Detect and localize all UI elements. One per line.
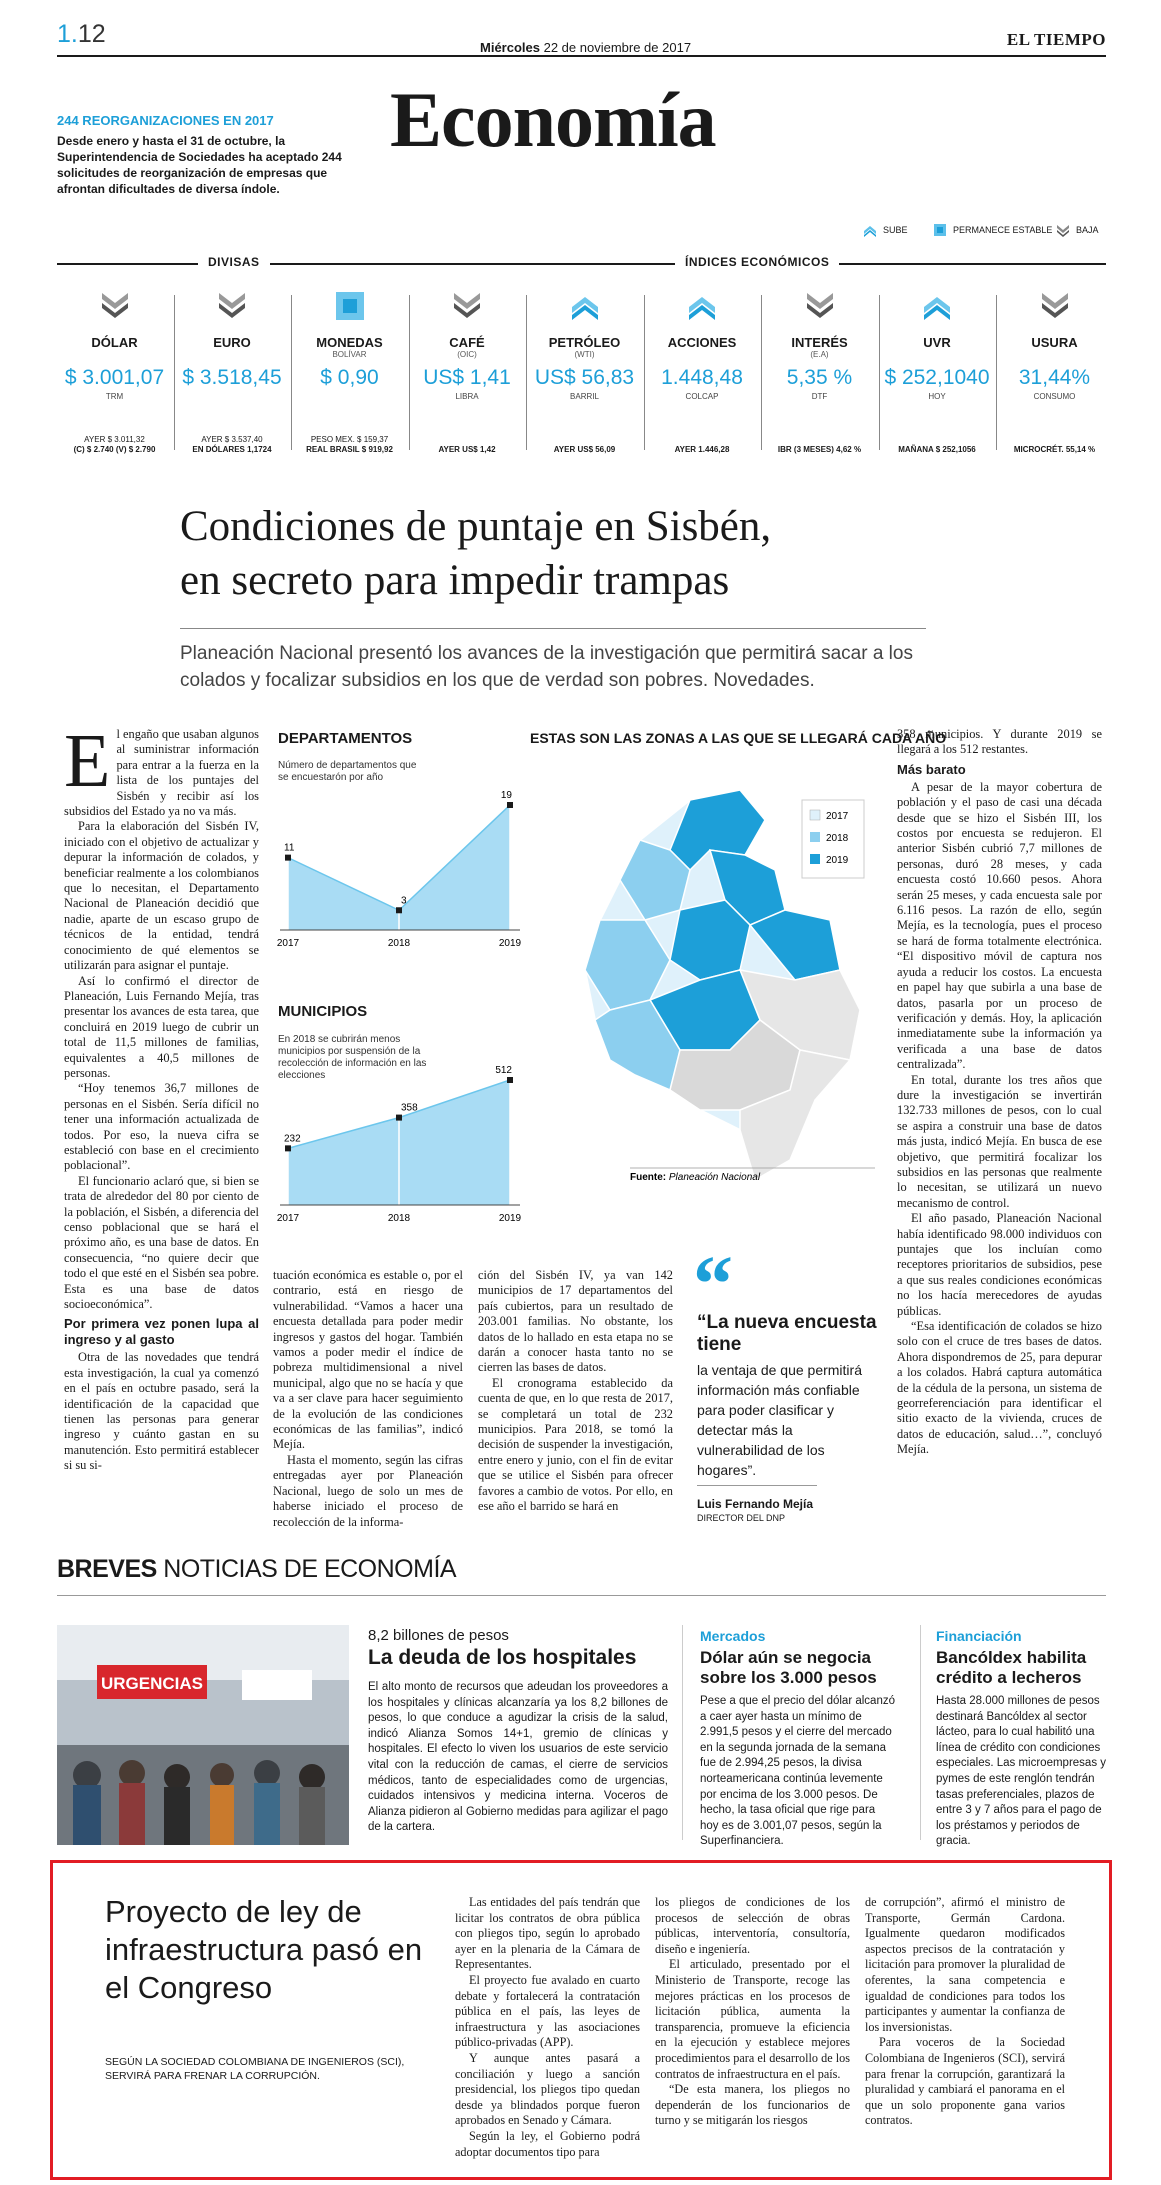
box-column-1	[455, 1895, 640, 2160]
box-c3-p1: de corrupción”, afirmó el ministro de Transporte, Germán Cardona. Igualmente quedaron modificados aspectos precisos de la contratación y licitación para promover la pluralidad de oferentes, la sana competencia e igualdad de condiciones para todos los participantes y aumentar la confianza de los inversionistas.	[865, 1895, 1065, 2034]
indicator-4	[527, 290, 642, 455]
trend-down-icon	[99, 290, 131, 322]
colombia-map	[540, 760, 885, 1190]
divisas-heading: DIVISAS	[198, 255, 270, 269]
legend-up	[862, 222, 908, 238]
col1-p6: Otra de las novedades que tendrá esta investigación, la cual ya comenzó en el país en octubre pasado, será la identificación de la capacidad que tienen las personas para generar ingreso y cuánto gastan en su manutención. Esto permitirá establecer si su si-	[64, 1350, 259, 1473]
chart-mun-title: MUNICIPIOS	[278, 1003, 368, 1020]
brief1-title: La deuda de los hospitales	[368, 1646, 637, 1669]
indicator-foot	[645, 445, 760, 455]
quote-author: Luis Fernando Mejía	[697, 1497, 814, 1511]
col3-p1: ción del Sisbén IV, ya van 142 municipios de 17 departamentos del país cubiertos, para un resultado de 203.001 familias. No obstante, los datos de lo hallado en esta etapa no se darán a conocer hasta tanto no se cierren las bases de datos.	[478, 1268, 673, 1375]
box-c1-p4: Según la ley, el Gobierno podrá adoptar documentos tipo para	[455, 2128, 640, 2159]
indicator-value: 1.448,48	[661, 366, 743, 389]
col1-p3: Así lo confirmó el director de Planeación, Luis Fernando Mejía, tras presentar los avances de esta tarea, que concluirá en 2019 luego de cubrir un total de 11,5 millones de familias, equivalentes a 40,5 millones de personas.	[64, 973, 259, 1080]
indicator-value: $ 3.518,45	[182, 366, 282, 389]
indicator-2	[292, 290, 407, 455]
indicator-foot	[762, 445, 877, 455]
data-point	[285, 855, 291, 861]
indicator-value: US$ 1,41	[423, 366, 511, 389]
tick-label: 2017	[276, 1213, 300, 1224]
indicator-sub	[175, 350, 290, 360]
quote-rule	[697, 1485, 817, 1486]
indicator-0	[57, 290, 172, 455]
indicator-unit: COLCAP	[685, 392, 719, 401]
indicator-name: MONEDAS	[316, 335, 383, 350]
brief3-title: Bancóldex habilita crédito a lecheros	[936, 1648, 1087, 1687]
article-column-4	[897, 727, 1102, 1458]
indicator-foot1: AYER $ 3.011,32	[84, 435, 145, 444]
article-column-2	[273, 1268, 463, 1530]
data-label: 358	[401, 1102, 418, 1114]
data-point	[507, 1077, 513, 1083]
reorg-title: 244 REORGANIZACIONES EN 2017	[57, 113, 274, 128]
indicator-foot1: PESO MEX. $ 159,37	[310, 435, 389, 444]
indicator-name: USURA	[1031, 335, 1078, 350]
indicator-unit: LIBRA	[455, 392, 479, 401]
indicator-foot2: AYER US$ 1,42	[438, 445, 496, 454]
indicator-sub	[880, 350, 995, 360]
legend-down-label: BAJA	[1076, 225, 1099, 235]
indicator-sub: (E.A)	[810, 350, 829, 359]
col4-p5: “Esa identificación de colados se hizo solo con el cruce de tres bases de datos. Ahora dispondremos de 25, para depurar a los colados. Habrá captura automática de la cédula de la persona, un sistema de georreferenciación para identificar el sitio exacto de la vivienda, cruces de datos de educación, salud…”, concluyó Mejía.	[897, 1319, 1102, 1457]
indicator-sub	[997, 350, 1112, 360]
box-c1-p3: Y aunque antes pasará a conciliación y luego a sanción presidencial, los pliegos tipo quedan desde ya blindados porque fueron aprobados en Senado y Cámara.	[455, 2050, 640, 2128]
trend-stable-icon	[334, 290, 366, 322]
hospital-photo	[57, 1625, 349, 1845]
indicator-foot	[175, 435, 290, 455]
brief2-body: Pese a que el precio del dólar alcanzó a caer ayer hasta un mínimo de 2.991,5 pesos y el cierre del mercado en la segunda jornada de la semana fue de 2.994,25 pesos, la divisa norteamericana continúa levemente por encima de los 3.000 pesos. De hecho, la tasa oficial que rige para hoy es de 3.001,07 pesos, según la Superfinanciera.	[700, 1695, 895, 1848]
data-point	[507, 802, 513, 808]
indicator-unit: TRM	[105, 392, 124, 401]
breves-rest: NOTICIAS DE ECONOMÍA	[163, 1555, 457, 1583]
col3-p2: El cronograma establecido da cuenta de que, en lo que resta de 2017, se completará un total de 232 municipios. Para 2018, se tomó la decisión de suspender la investigación, entre enero y junio, con el fin de evitar que se utilice el Sisbén para ofrecer favores a cambio de votos. Por ello, en ese año el barrido se hará en	[478, 1375, 673, 1514]
tick-label: 2017	[276, 938, 300, 949]
indicator-3	[410, 290, 525, 455]
map-title: ESTAS SON LAS ZONAS A LAS QUE SE LLEGARÁ CADA AÑO	[530, 730, 947, 746]
tick-label: 2018	[387, 938, 411, 949]
indicator-unit: DTF	[811, 392, 828, 401]
box-column-3	[865, 1895, 1065, 2129]
indicator-foot	[880, 445, 995, 455]
square-icon	[932, 222, 948, 238]
date-rest: 22 de noviembre de 2017	[543, 40, 692, 55]
indicator-name: UVR	[923, 335, 951, 350]
trend-up-icon	[686, 290, 718, 322]
indicator-sub: BOLÍVAR	[332, 350, 367, 359]
map-source: Planeación Nacional	[668, 1172, 761, 1183]
indicator-unit: HOY	[928, 392, 946, 401]
deck-rule	[180, 628, 926, 629]
trend-down-icon	[1039, 290, 1071, 322]
article-headline	[180, 500, 771, 608]
legend-stable-label: PERMANECE ESTABLE	[953, 225, 1053, 235]
trend-down-icon	[804, 290, 836, 322]
indicator-foot2: IBR (3 MESES) 4,62 %	[777, 445, 862, 454]
data-label: 11	[284, 842, 295, 854]
map-legend-swatch-2017	[810, 810, 820, 820]
chart-mun-desc: En 2018 se cubrirán menos municipios por suspensión de la recolección de información en las elecciones	[278, 1034, 427, 1081]
indicator-separator	[174, 295, 175, 450]
chevron-up-icon	[862, 222, 878, 238]
tick-label: 2019	[498, 938, 522, 949]
indicator-foot2: MAÑANA $ 252,1056	[898, 445, 976, 454]
indicator-1	[175, 290, 290, 455]
indicator-6	[762, 290, 877, 455]
data-label: 19	[500, 790, 512, 801]
brief1-body: El alto monto de recursos que adeudan los proveedores a los hospitales y clínicas alcanzaría ya los 8,2 billones de pesos, lo que conduce a agudizar la crisis de la salud, indicó Alianza Somos 14+1, gremio de clínicas y hospitales. El efecto lo viven los usuarios de este servicio vital con la reducción de camas, el cierre de servicios médicos, tanto de especialidades como de urgencias, cuidados intensivos y medicina interna. Voceros de Alianza pidieron al Gobierno medidas para agilizar el pago de la cartera.	[368, 1681, 668, 1834]
quote-head: “La nueva encuesta tiene	[697, 1312, 877, 1355]
legend-up-label: SUBE	[883, 225, 908, 235]
breves-bold: BREVES	[57, 1555, 157, 1583]
brief3-body: Hasta 28.000 millones de pesos destinará Bancóldex al sector lácteo, para lo cual habilitó una línea de crédito con condiciones especiales. Las microempresas y pymes de este renglón tendrán tasas preferenciales, plazos de entre 3 y 7 años para el pago de los préstamos y periodos de gracia.	[936, 1695, 1107, 1848]
indicator-name: PETRÓLEO	[548, 335, 621, 350]
box-headline: Proyecto de ley de infraestructura pasó en el Congreso	[105, 1894, 423, 2005]
col2-p2: Hasta el momento, según las cifras entregadas ayer por Planeación Nacional, luego de solo un mes de haberse iniciado el proceso de recolección de la informa-	[273, 1452, 463, 1529]
indicator-name: DÓLAR	[91, 335, 138, 350]
brief3-category: Financiación	[936, 1628, 1022, 1644]
indicator-5	[645, 290, 760, 455]
indicator-separator	[644, 295, 645, 450]
map-source-label: Fuente:	[630, 1172, 667, 1183]
brief2-title: Dólar aún se negocia sobre los 3.000 pesos	[700, 1648, 877, 1687]
map-legend-2018: 2018	[826, 833, 849, 844]
box-c2-p2: El articulado, presentado por el Ministerio de Transporte, recoge las mejores prácticas en los procesos de licitación pública, aumenta la transparencia, promueve la eficiencia en la ejecución y establece mejores procedimientos para el desarrollo de los contratos de infraestructura en el país.	[655, 1957, 850, 2081]
col4-p1: 358 municipios. Y durante 2019 se llegará a los 512 restantes.	[897, 727, 1102, 757]
indicator-foot	[57, 435, 172, 455]
indicator-separator	[409, 295, 410, 450]
section-title: Economía	[390, 76, 716, 163]
indicator-separator	[879, 295, 880, 450]
indicator-unit: BARRIL	[570, 392, 599, 401]
indicator-unit: CONSUMO	[1033, 392, 1076, 401]
date-day: Miércoles	[480, 40, 540, 55]
breves-rule	[57, 1595, 1106, 1596]
map-legend-swatch-2018	[810, 832, 820, 842]
indicator-foot	[292, 435, 407, 455]
indicator-separator	[291, 295, 292, 450]
chevron-down-icon	[1055, 222, 1071, 238]
col4-p2: A pesar de la mayor cobertura de población y el paso de casi una década desde que se hizo el Sisbén III, los costos por encuesta se redujeron. El anterior Sisbén cubrió 7,7 millones de personas, duró 28 meses, y cada encuesta costó 10.660 pesos. Ahora serán 25 meses, y cada encuesta sale por 6.116 pesos. La razón de ello, según Mejía, es la tecnología, pues el proceso se hará de forma totalmente electrónica. “El dispositivo móvil de captura nos ayuda a reducir los costos. La encuesta en papel hay que subirla a una base de datos, pasarla por un proceso de verificación y demás. Hoy, la aplicación inmediatamente sube la información ya verificada a una base de datos centralizada”.	[897, 779, 1102, 1072]
data-label: 3	[401, 895, 407, 907]
indicator-8	[997, 290, 1112, 455]
indicator-name: INTERÉS	[791, 335, 848, 350]
indicator-foot	[527, 445, 642, 455]
breves-heading	[57, 1555, 456, 1584]
chart-dept-title: DEPARTAMENTOS	[278, 730, 413, 747]
indicator-7	[880, 290, 995, 455]
indicator-value: US$ 56,83	[534, 366, 635, 389]
col4-p3: En total, durante los tres años que dure la investigación se invertirán 132.733 millones de pesos, con lo cual se aspira a construir una base de datos más justa, indicó Mejía. En busca de ese objetivo, que permitirá focalizar los subsidios en las personas que realmente lo necesitan, se utilizará un nuevo mecanismo de control.	[897, 1072, 1102, 1210]
box-c3-p2: Para voceros de la Sociedad Colombiana de Ingenieros (SCI), servirá para frenar la corrupción, garantizará la pluralidad y cambiará el panorama en el que un solo proponente gana varios contratos.	[865, 2035, 1065, 2128]
indicator-name: ACCIONES	[667, 335, 737, 350]
indicator-foot	[410, 445, 525, 455]
date-line	[480, 40, 691, 55]
brand-logo: EL TIEMPO	[1006, 30, 1106, 49]
col1-p4: “Hoy tenemos 36,7 millones de personas en el Sisbén. Sería difícil no tener una información actualizada de todos. Por eso, la nueva cifra se estableció con base en el crecimiento poblacional”.	[64, 1081, 259, 1173]
tick-label: 2019	[498, 1213, 522, 1224]
indicator-value: 31,44%	[1018, 366, 1091, 389]
indicator-value: $ 0,90	[320, 366, 379, 389]
indicator-value: $ 252,1040	[884, 366, 990, 389]
col4-p4: El año pasado, Planeación Nacional había identificado 98.000 individuos con puntajes que los incluían como receptores prioritarios de subsidios, pese a que sus reales condiciones económicas no los hacía merecedores de ayudas públicas.	[897, 1211, 1102, 1318]
page-number	[57, 20, 106, 49]
indicator-separator	[996, 295, 997, 450]
box-c1-p2: El proyecto fue avalado en cuarto debate y fortalecerá la contratación pública en el país, las leyes de infraestructura y las asociaciones público-privadas (APP).	[455, 1972, 640, 2050]
indicator-sub	[57, 350, 172, 360]
headline-line-1: Condiciones de puntaje en Sisbén,	[180, 503, 772, 550]
quote-role: DIRECTOR DEL DNP	[697, 1513, 786, 1523]
indicator-sub	[645, 350, 760, 360]
data-label: 232	[284, 1133, 301, 1145]
article-column-1	[64, 719, 259, 1474]
headline-line-2: en secreto para impedir trampas	[180, 557, 730, 604]
page-number-value: 12	[77, 20, 106, 48]
indicator-foot2: MICROCRÉT. 55,14 %	[1013, 445, 1096, 454]
urgencias-sign: URGENCIAS	[100, 1674, 204, 1693]
indicator-separator	[526, 295, 527, 450]
tick-label: 2018	[387, 1213, 411, 1224]
brief-sep-1	[682, 1625, 683, 1840]
hospital-photo-art	[57, 1625, 349, 1845]
article-deck: Planeación Nacional presentó los avances de la investigación que permitirá sacar a los colados y focalizar subsidios en los que de verdad son pobres. Novedades.	[180, 643, 913, 691]
trend-down-icon	[451, 290, 483, 322]
indicator-foot2: EN DÓLARES 1,1724	[192, 445, 272, 454]
article-column-3	[478, 1268, 673, 1515]
reorg-text: Desde enero y hasta el 31 de octubre, la Superintendencia de Sociedades ha aceptado 244 solicitudes de reorganización de empresas que afrontan dificultades de diversa índole.	[57, 134, 342, 196]
legend-down	[1055, 222, 1099, 238]
chart-municipios	[270, 1040, 535, 1230]
box-column-2	[655, 1895, 850, 2129]
indicator-name: CAFÉ	[449, 335, 485, 350]
indicator-value: 5,35 %	[786, 366, 853, 389]
col2-p1: tuación económica es estable o, por el contrario, está en riesgo de vulnerabilidad. “Vamos a hacer una encuesta detallada para poder medir ingresos y gastos del hogar. También vamos a poder medir el índice de pobreza multidimensional a nivel municipal, algo que no se hacía y que va a ser clave para hacer seguimiento de la evolución de las condiciones económicas de las familias”, indicó Mejía.	[273, 1268, 463, 1452]
box-c2-p1: los pliegos de condiciones de los procesos de selección de obras públicas, interventoría, consultoría, diseño e ingeniería.	[655, 1895, 850, 1956]
col4-subhead: Más barato	[897, 761, 966, 777]
col1-subhead: Por primera vez ponen lupa al ingreso y al gasto	[64, 1316, 259, 1348]
box-c2-p3: “De esta manera, los pliegos no dependerán de los funcionarios de turno y se mitigarán los riesgos	[655, 2082, 850, 2128]
legend-stable	[932, 222, 1052, 238]
chart-dept-desc: Número de departamentos que se encuestarón por año	[278, 760, 417, 783]
indicator-value: $ 3.001,07	[64, 366, 165, 389]
indicator-foot	[997, 445, 1112, 455]
drop-cap: E	[64, 719, 111, 803]
indices-heading: ÍNDICES ECONÓMICOS	[675, 255, 839, 269]
quote-mark-icon: “	[693, 1241, 733, 1329]
box-kicker: SEGÚN LA SOCIEDAD COLOMBIANA DE INGENIEROS (SCI), SERVIRÁ PARA FRENAR LA CORRUPCIÓN.	[105, 2056, 405, 2082]
chart-departamentos	[270, 765, 535, 955]
trend-up-icon	[921, 290, 953, 322]
indicator-foot1: AYER $ 3.537,40	[201, 435, 263, 444]
indicator-foot2: AYER 1.446,28	[674, 445, 730, 454]
svg-text:Fuente: Planeación Nacional	[630, 1172, 761, 1183]
page-section: 1.	[57, 20, 78, 48]
col1-p5: El funcionario aclaró que, si bien se trata de alrededor del 80 por ciento de la población, el Sisbén, a diferencia del censo poblacional que se hará el próximo año, es una base de datos. En consecuencia, “no quiere decir que todo el que esté en el Sisbén sea pobre. Esta es una base de datos socioeconómica”.	[64, 1173, 259, 1312]
top-rule	[57, 55, 1106, 57]
indicator-sub: (OIC)	[457, 350, 477, 359]
col1-first: l engaño que usaban algunos al suministrar información para entrar a la fuerza en la lista de los puntajes del Sisbén y recibir así los subsidios del Estado ya no va más.	[64, 727, 259, 819]
indicator-separator	[761, 295, 762, 450]
map-legend-swatch-2019	[810, 854, 820, 864]
trend-up-icon	[569, 290, 601, 322]
map-legend-2017: 2017	[826, 811, 849, 822]
indicator-foot2: AYER US$ 56,09	[553, 445, 616, 454]
brief-sep-2	[920, 1625, 921, 1840]
col1-p2: Para la elaboración del Sisbén IV, iniciado con el objetivo de actualizar y depurar la información de colados, y beneficiar realmente a los colombianos que lo necesitan, el Departamento Nacional de Planeación decidió que nadie, aparte de un escaso grupo de técnicos de la entidad, tendrá conocimiento de qué elementos se utilizarán para asignar el puntaje.	[64, 819, 259, 973]
map-legend-2019: 2019	[826, 855, 849, 866]
indicator-foot2: (C) $ 2.740 (V) $ 2.790	[73, 445, 156, 454]
indicator-sub: (WTI)	[574, 350, 595, 359]
indicator-foot2: REAL BRASIL $ 919,92	[306, 445, 393, 454]
quote-body: la ventaja de que permitirá información más confiable para poder clasificar y detectar más la vulnerabilidad de los hogares”.	[697, 1362, 862, 1478]
data-point	[285, 1145, 291, 1151]
data-label: 512	[495, 1065, 512, 1076]
brief2-category: Mercados	[700, 1628, 766, 1644]
box-c1-p1: Las entidades del país tendrán que licitar los contratos de obra pública con pliegos tipo, según lo aprobado ayer en la plenaria de la Cámara de Representantes.	[455, 1895, 640, 1972]
brief1-kicker: 8,2 billones de pesos	[368, 1627, 509, 1644]
data-point	[396, 907, 402, 913]
data-point	[396, 1115, 402, 1121]
trend-down-icon	[216, 290, 248, 322]
indicator-name: EURO	[213, 335, 251, 350]
